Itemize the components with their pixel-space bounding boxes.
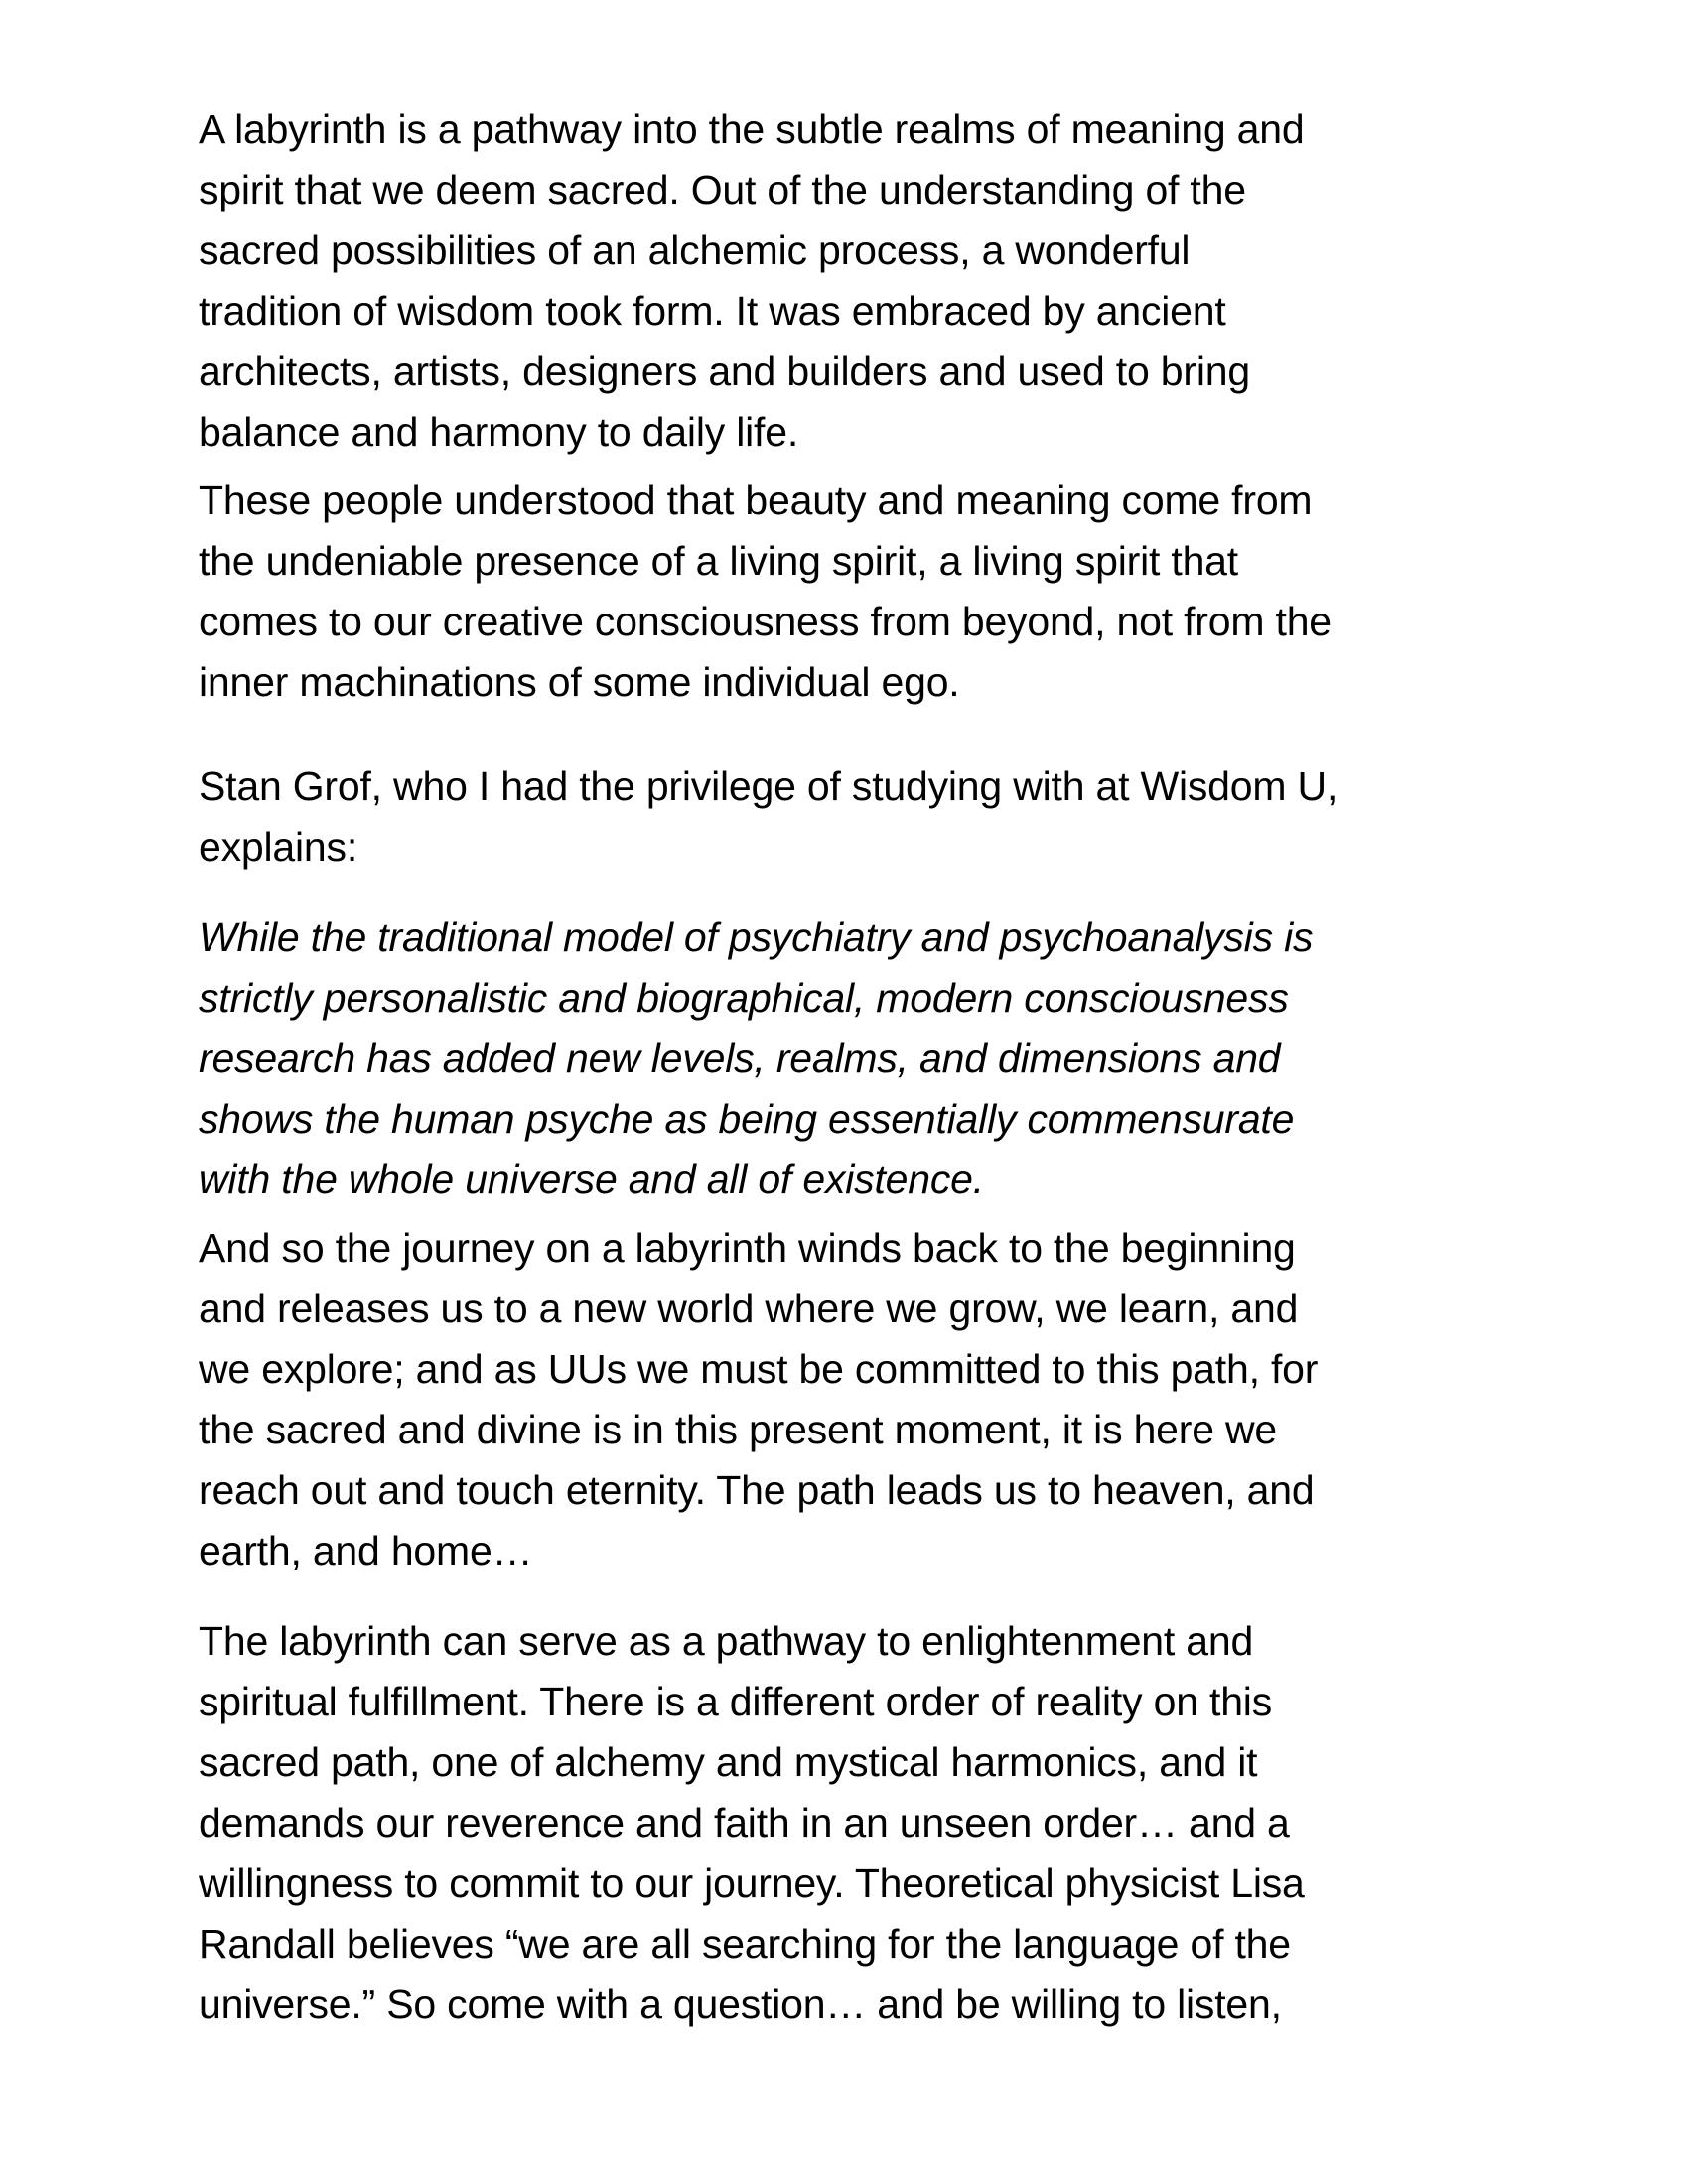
paragraph-journey (199, 1218, 1509, 1581)
quote-line: research has added new levels, realms, and dimensions and (199, 1035, 1281, 1081)
text-line: the undeniable presence of a living spirit, a living spirit that (199, 538, 1238, 584)
text-line: A labyrinth is a pathway into the subtle realms of meaning and (199, 106, 1305, 152)
text-line: and releases us to a new world where we grow, we learn, and (199, 1286, 1299, 1331)
text-line: These people understood that beauty and meaning come from (199, 478, 1313, 523)
text-line: reach out and touch eternity. The path leads us to heaven, and (199, 1467, 1315, 1513)
text-line: Stan Grof, who I had the privilege of studying with at Wisdom U, (199, 763, 1338, 809)
document-body (199, 99, 1509, 2035)
text-line: comes to our creative consciousness from beyond, not from the (199, 599, 1332, 644)
quote-line: strictly personalistic and biographical, modern consciousness (199, 975, 1289, 1021)
text-line: The labyrinth can serve as a pathway to enlightenment and (199, 1618, 1254, 1664)
text-line: spiritual fulfillment. There is a different order of reality on this (199, 1679, 1273, 1724)
quote-line: with the whole universe and all of existence. (199, 1157, 984, 1202)
text-line: the sacred and divine is in this present moment, it is here we (199, 1407, 1278, 1452)
text-line: sacred possibilities of an alchemic process, a wonderful (199, 227, 1191, 273)
text-line: explains: (199, 824, 358, 870)
paragraph-stan-grof (199, 756, 1509, 878)
text-line: earth, and home… (199, 1528, 533, 1573)
text-line: universe.” So come with a question… and be willing to listen, (199, 1981, 1282, 2027)
quote-grof (199, 907, 1509, 1210)
text-line: Randall believes “we are all searching for the language of the (199, 1921, 1291, 1967)
text-line: willingness to commit to our journey. Theoretical physicist Lisa (199, 1860, 1305, 1906)
text-line: spirit that we deem sacred. Out of the understanding of the (199, 167, 1246, 212)
text-line: tradition of wisdom took form. It was embraced by ancient (199, 288, 1226, 334)
text-line: we explore; and as UUs we must be committed to this path, for (199, 1346, 1319, 1392)
text-line: balance and harmony to daily life. (199, 409, 799, 455)
quote-line: shows the human psyche as being essentially commensurate (199, 1096, 1295, 1142)
text-line: demands our reverence and faith in an unseen order… and a (199, 1800, 1290, 1845)
paragraph-enlightenment (199, 1611, 1509, 2035)
text-line: architects, artists, designers and builders and used to bring (199, 348, 1250, 394)
quote-line: While the traditional model of psychiatry and psychoanalysis is (199, 914, 1314, 960)
text-line: sacred path, one of alchemy and mystical harmonics, and it (199, 1739, 1258, 1785)
text-line: And so the journey on a labyrinth winds back to the beginning (199, 1225, 1296, 1271)
paragraph-beauty-meaning (199, 471, 1509, 713)
paragraph-labyrinth-intro (199, 99, 1509, 463)
text-line: inner machinations of some individual ego. (199, 659, 960, 705)
